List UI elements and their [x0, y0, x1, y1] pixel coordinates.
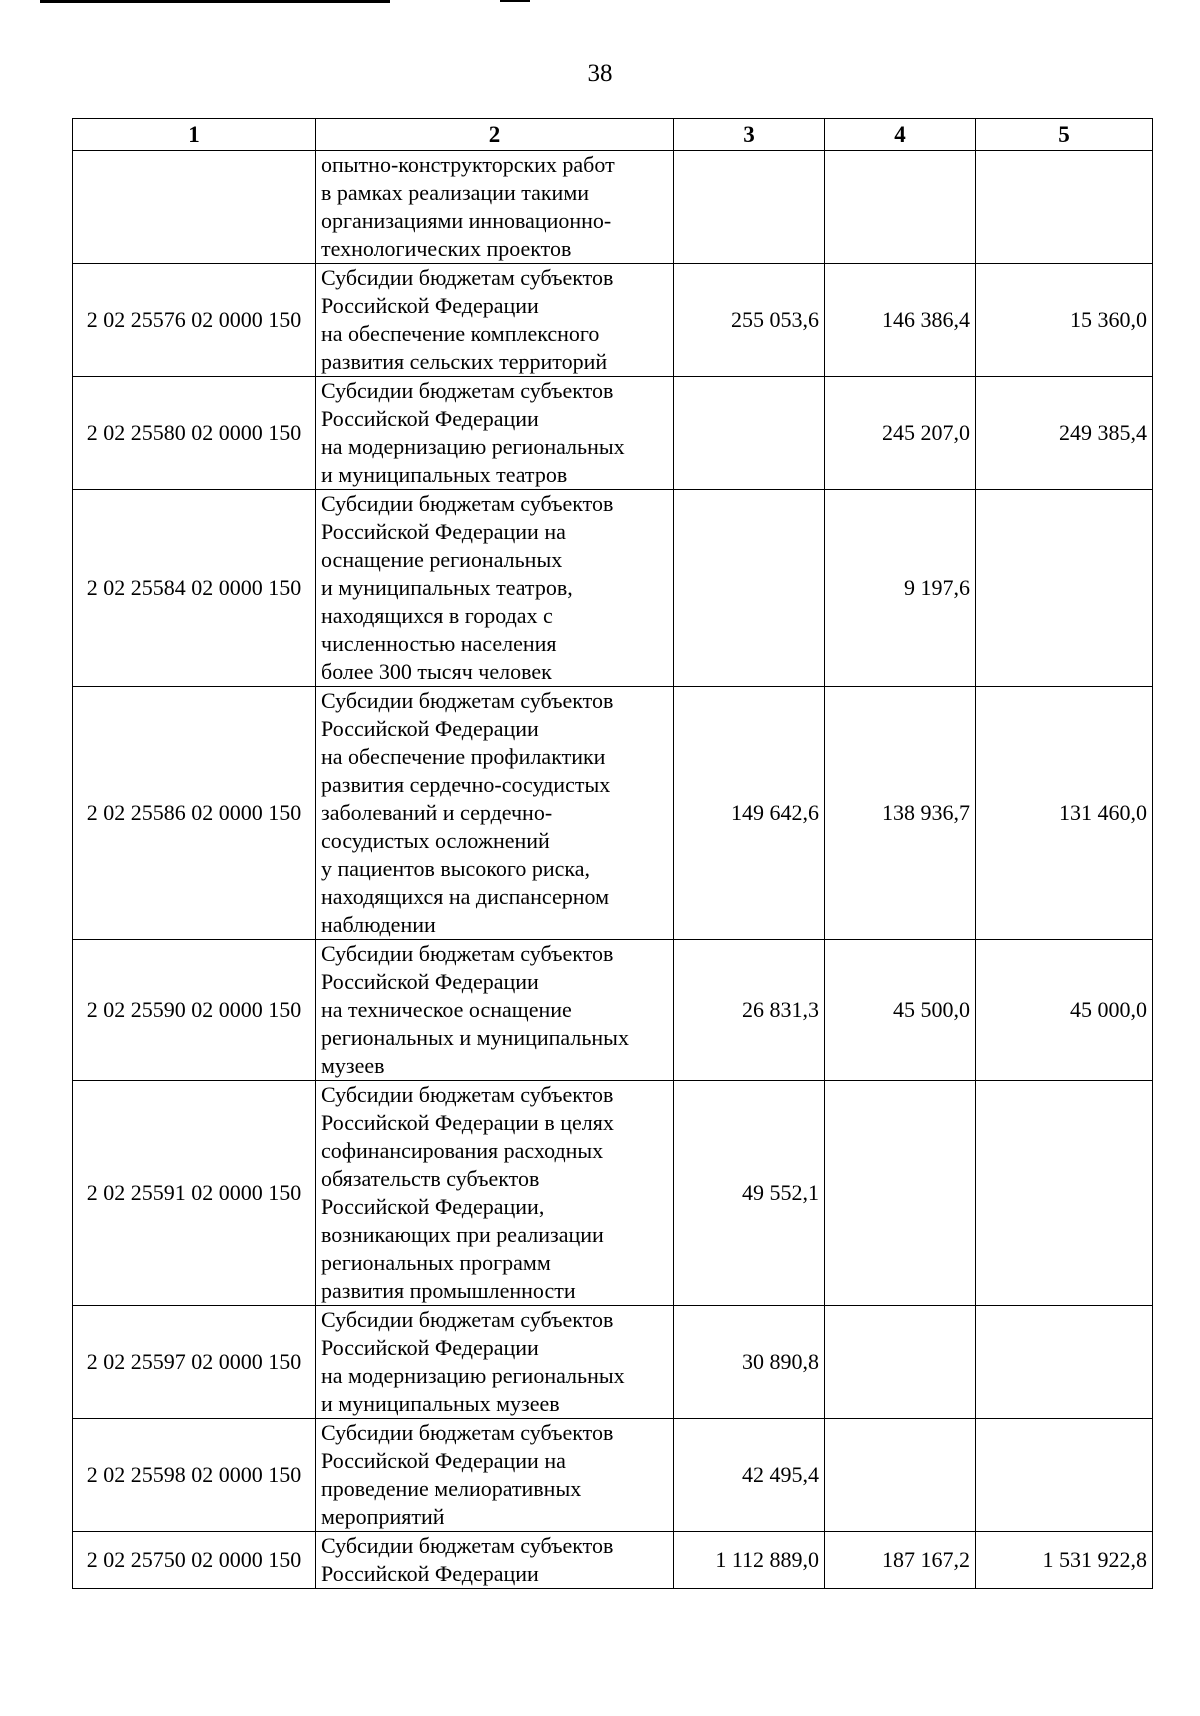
- amount-col4: 45 500,0: [825, 940, 976, 1081]
- amount-col5: [976, 1081, 1153, 1306]
- budget-code: 2 02 25590 02 0000 150: [73, 940, 316, 1081]
- amount-col4: [825, 1306, 976, 1419]
- column-header: 5: [976, 119, 1153, 151]
- budget-code: [73, 151, 316, 264]
- scan-edge-mark: [40, 0, 390, 3]
- amount-col4: 9 197,6: [825, 490, 976, 687]
- item-description: Субсидии бюджетам субъектов Российской Федерации на техническое оснащение региональных и муниципальных музеев: [316, 940, 674, 1081]
- amount-col5: [976, 151, 1153, 264]
- item-description: Субсидии бюджетам субъектов Российской Федерации на обеспечение профилактики развития сердечно-сосудистых заболеваний и сердечно- сосудистых осложнений у пациентов высокого риска, находящихся на диспансерном наблюдении: [316, 687, 674, 940]
- table-row: [73, 151, 1153, 264]
- column-header: 2: [316, 119, 674, 151]
- budget-code: 2 02 25576 02 0000 150: [73, 264, 316, 377]
- amount-col3: [674, 377, 825, 490]
- amount-col4: [825, 151, 976, 264]
- scan-edge-mark: [500, 0, 530, 2]
- budget-code: 2 02 25591 02 0000 150: [73, 1081, 316, 1306]
- amount-col4: [825, 1419, 976, 1532]
- budget-code: 2 02 25750 02 0000 150: [73, 1532, 316, 1589]
- amount-col3: [674, 151, 825, 264]
- item-description: Субсидии бюджетам субъектов Российской Федерации на модернизацию региональных и муниципальных театров: [316, 377, 674, 490]
- table-row: [73, 377, 1153, 490]
- amount-col5: [976, 1306, 1153, 1419]
- budget-table: [72, 118, 1153, 1589]
- amount-col4: 187 167,2: [825, 1532, 976, 1589]
- table-row: [73, 1081, 1153, 1306]
- amount-col4: 245 207,0: [825, 377, 976, 490]
- amount-col3: 26 831,3: [674, 940, 825, 1081]
- amount-col5: [976, 490, 1153, 687]
- item-description: Субсидии бюджетам субъектов Российской Федерации на оснащение региональных и муниципальных театров, находящихся в городах с численностью населения более 300 тысяч человек: [316, 490, 674, 687]
- column-header: 3: [674, 119, 825, 151]
- amount-col5: 1 531 922,8: [976, 1532, 1153, 1589]
- item-description: Субсидии бюджетам субъектов Российской Федерации на модернизацию региональных и муниципальных музеев: [316, 1306, 674, 1419]
- table-row: [73, 1532, 1153, 1589]
- item-description: Субсидии бюджетам субъектов Российской Федерации на обеспечение комплексного развития сельских территорий: [316, 264, 674, 377]
- amount-col5: 45 000,0: [976, 940, 1153, 1081]
- amount-col3: 49 552,1: [674, 1081, 825, 1306]
- amount-col4: 138 936,7: [825, 687, 976, 940]
- table-row: [73, 940, 1153, 1081]
- amount-col3: 1 112 889,0: [674, 1532, 825, 1589]
- amount-col5: 249 385,4: [976, 377, 1153, 490]
- item-description: Субсидии бюджетам субъектов Российской Федерации: [316, 1532, 674, 1589]
- amount-col3: [674, 490, 825, 687]
- column-header: 4: [825, 119, 976, 151]
- table-row: [73, 687, 1153, 940]
- amount-col3: 149 642,6: [674, 687, 825, 940]
- page-number: 38: [587, 60, 613, 87]
- amount-col5: 131 460,0: [976, 687, 1153, 940]
- table-row: [73, 1419, 1153, 1532]
- amount-col3: 42 495,4: [674, 1419, 825, 1532]
- item-description: опытно-конструкторских работ в рамках реализации такими организациями инновационно- технологических проектов: [316, 151, 674, 264]
- amount-col4: [825, 1081, 976, 1306]
- amount-col4: 146 386,4: [825, 264, 976, 377]
- amount-col5: 15 360,0: [976, 264, 1153, 377]
- amount-col3: 30 890,8: [674, 1306, 825, 1419]
- amount-col3: 255 053,6: [674, 264, 825, 377]
- budget-code: 2 02 25580 02 0000 150: [73, 377, 316, 490]
- budget-code: 2 02 25586 02 0000 150: [73, 687, 316, 940]
- budget-code: 2 02 25597 02 0000 150: [73, 1306, 316, 1419]
- table-row: [73, 490, 1153, 687]
- amount-col5: [976, 1419, 1153, 1532]
- table-row: [73, 1306, 1153, 1419]
- column-header: 1: [73, 119, 316, 151]
- budget-code: 2 02 25584 02 0000 150: [73, 490, 316, 687]
- item-description: Субсидии бюджетам субъектов Российской Федерации на проведение мелиоративных мероприятий: [316, 1419, 674, 1532]
- header-row: [73, 119, 1153, 151]
- item-description: Субсидии бюджетам субъектов Российской Федерации в целях софинансирования расходных обязательств субъектов Российской Федерации, возникающих при реализации региональных программ развития промышленности: [316, 1081, 674, 1306]
- table-row: [73, 264, 1153, 377]
- budget-code: 2 02 25598 02 0000 150: [73, 1419, 316, 1532]
